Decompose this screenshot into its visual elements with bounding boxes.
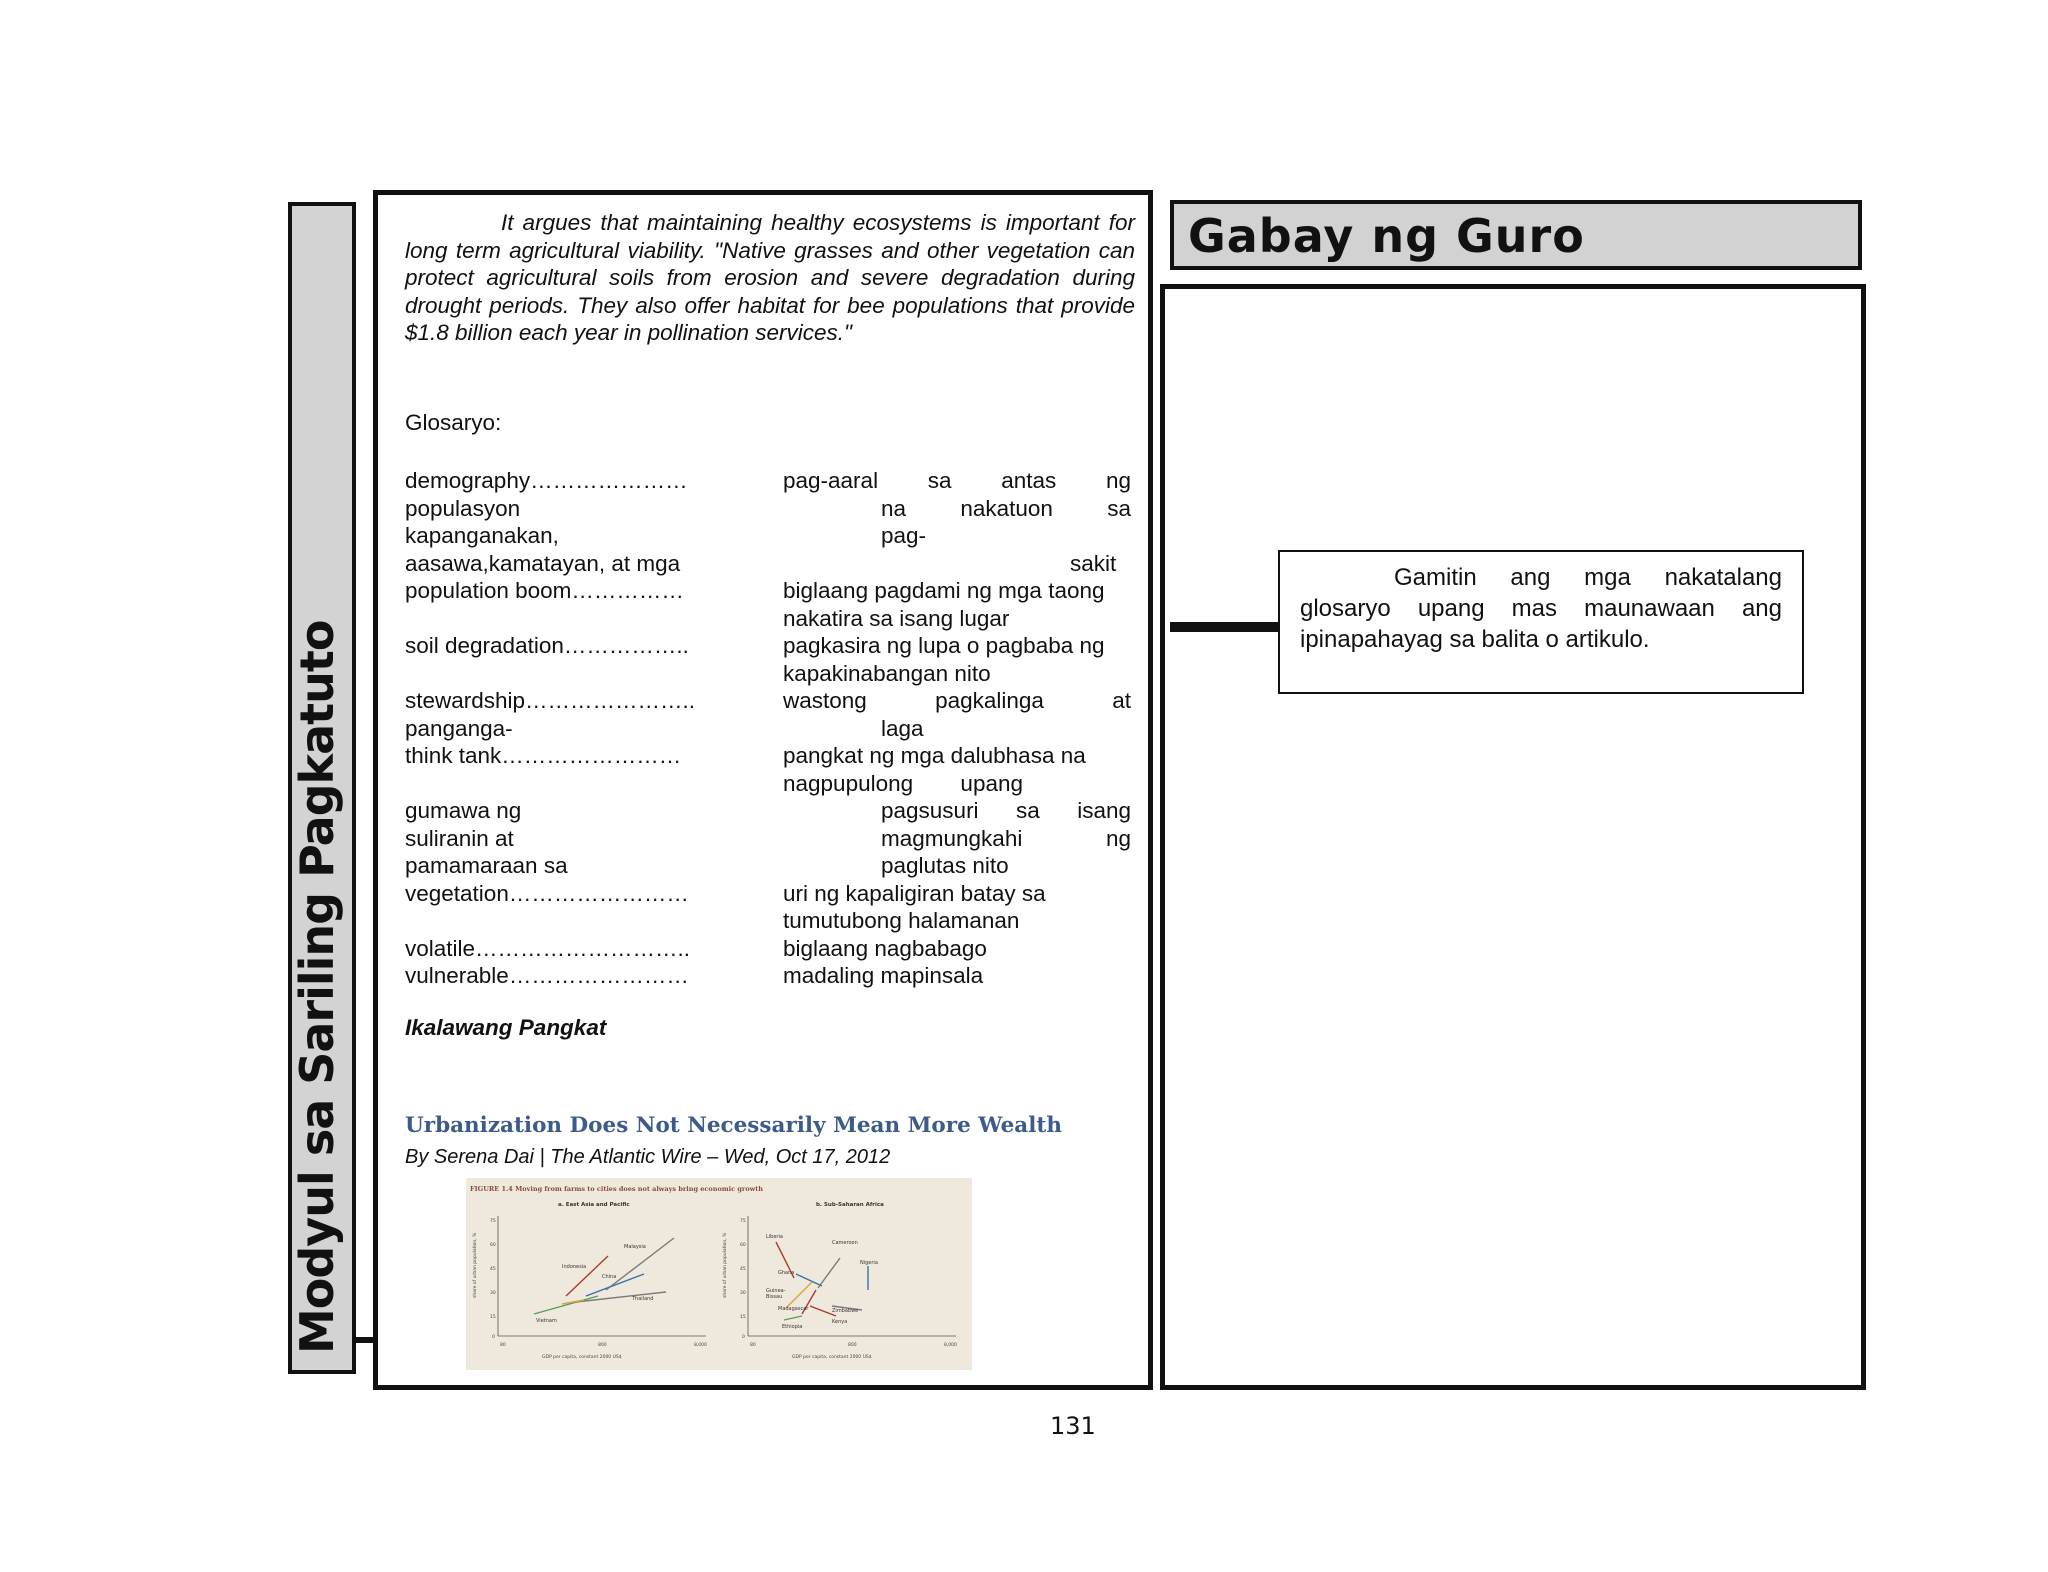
glossary-definition: wastong pagkalinga at [783, 688, 1131, 713]
svg-text:60: 60 [490, 1243, 496, 1248]
glossary-term: population boom…………… [405, 578, 684, 603]
svg-text:a. East Asia and Pacific: a. East Asia and Pacific [558, 1202, 630, 1208]
section-heading: Ikalawang Pangkat [405, 1015, 607, 1040]
glossary-term: volatile……………………….. [405, 935, 691, 961]
svg-text:8,000: 8,000 [694, 1343, 707, 1348]
svg-text:GDP per capita, constant 2000: GDP per capita, constant 2000 US$ [792, 1355, 872, 1360]
svg-text:8,000: 8,000 [944, 1343, 957, 1348]
svg-text:0: 0 [492, 1335, 495, 1340]
svg-text:30: 30 [490, 1291, 496, 1296]
svg-text:Ghana: Ghana [778, 1270, 795, 1276]
glossary-definition: biglaang nagbabago [783, 935, 987, 961]
svg-text:800: 800 [598, 1343, 607, 1348]
svg-text:b. Sub-Saharan Africa: b. Sub-Saharan Africa [816, 1202, 884, 1208]
svg-text:Nigeria: Nigeria [860, 1260, 878, 1266]
glossary-definition: sakit [1070, 550, 1117, 576]
article-byline: By Serena Dai | The Atlantic Wire – Wed, Oct 17, 2012 [405, 1146, 891, 1168]
svg-text:Zimbabwe: Zimbabwe [832, 1308, 859, 1314]
svg-text:75: 75 [740, 1219, 746, 1224]
glossary-definition: paglutas nito [881, 853, 1009, 878]
glossary-definition: laga [881, 715, 924, 741]
glossary-term: suliranin at [405, 825, 514, 851]
glossary-term: panganga- [405, 715, 513, 741]
teacher-guide-banner [1170, 200, 1862, 270]
svg-text:75: 75 [490, 1219, 496, 1224]
svg-text:60: 60 [740, 1243, 746, 1248]
glossary-definition: magmungkahi ng [881, 825, 1131, 851]
page-number: 131 [1050, 1412, 1096, 1440]
glossary-definition: pagkasira ng lupa o pagbaba ng [783, 633, 1105, 658]
svg-text:45: 45 [740, 1267, 746, 1272]
glossary-heading: Glosaryo: [405, 410, 502, 435]
svg-text:share of urban population, %: share of urban population, % [723, 1232, 728, 1298]
glossary-term: populasyon [405, 495, 521, 521]
svg-text:share of urban population, %: share of urban population, % [473, 1232, 478, 1298]
svg-text:Ethiopia: Ethiopia [782, 1324, 803, 1330]
svg-text:GDP per capita, constant 2000: GDP per capita, constant 2000 US$ [542, 1355, 622, 1360]
glossary-term: demography………………… [405, 468, 688, 493]
module-side-tab-label: Modyul sa Sariling Pagkatuto [290, 620, 344, 1354]
svg-text:FIGURE 1.4 Moving from farms: FIGURE 1.4 Moving from farms to cities does not always bring economic growth [470, 1185, 763, 1193]
svg-text:Indonesia: Indonesia [562, 1264, 587, 1270]
glossary-term: stewardship………………….. [405, 688, 696, 713]
urbanization-figure [466, 1178, 972, 1370]
teacher-note-box [1278, 550, 1804, 694]
glossary-definition: nagpupulong upang [783, 770, 1023, 796]
glossary-definition: pag- [881, 523, 927, 548]
urbanization-figure-graphic [466, 1178, 972, 1370]
svg-text:Kenya: Kenya [832, 1319, 848, 1325]
glossary-definition: uri ng kapaligiran batay sa [783, 880, 1046, 906]
glossary-definition: tumutubong halamanan [783, 908, 1020, 933]
glossary-term: vulnerable…………………… [405, 963, 689, 988]
svg-text:800: 800 [848, 1343, 857, 1348]
svg-text:Cameroon: Cameroon [832, 1240, 858, 1246]
glossary-definition: pagsusuri sa isang [881, 798, 1131, 823]
teacher-guide-panel [1160, 284, 1866, 1390]
svg-text:80: 80 [500, 1343, 506, 1348]
glossary-term: soil degradation…………….. [405, 633, 689, 658]
svg-text:Madagascar: Madagascar [778, 1306, 809, 1312]
glossary-definition: madaling mapinsala [783, 963, 984, 988]
svg-text:15: 15 [490, 1315, 496, 1320]
svg-text:Guinea-: Guinea- [766, 1288, 786, 1294]
svg-text:15: 15 [740, 1315, 746, 1320]
student-content-panel [373, 190, 1153, 1390]
glossary-definition: biglaang pagdami ng mga taong [783, 578, 1105, 603]
svg-text:0: 0 [742, 1335, 745, 1340]
glossary-definition: pangkat ng mga dalubhasa na [783, 743, 1086, 768]
glossary-term: kapanganakan, [405, 523, 559, 548]
note-connector [1170, 622, 1278, 632]
article-title: Urbanization Does Not Necessarily Mean More Wealth [405, 1113, 1062, 1138]
svg-text:45: 45 [490, 1267, 496, 1272]
svg-text:Vietnam: Vietnam [536, 1318, 557, 1324]
glossary-term: pamamaraan sa [405, 853, 568, 878]
glossary-term: aasawa,kamatayan, at mga [405, 550, 681, 576]
svg-text:Liberia: Liberia [766, 1234, 783, 1240]
glossary-term: vegetation…………………… [405, 880, 689, 906]
glossary-term: think tank…………………… [405, 743, 682, 768]
svg-text:Malaysia: Malaysia [624, 1244, 646, 1250]
glossary-definition: pag-aaral sa antas ng [783, 468, 1131, 493]
svg-text:Bissau: Bissau [766, 1294, 783, 1300]
teacher-guide-title: Gabay ng Guro [1188, 209, 1585, 263]
svg-text:80: 80 [750, 1343, 756, 1348]
glossary-definition: kapakinabangan nito [783, 660, 991, 686]
glossary-term: gumawa ng [405, 798, 522, 823]
svg-text:Thailand: Thailand [632, 1296, 654, 1302]
article-quote: It argues that maintaining healthy ecosystems is important for long term agricultural viability. "Native grasses and other vegetation can protect agricultural soils from erosion and severe degradation during drought periods. They also offer habitat for bee populations that provide $1.8 billion each year in pollination services." [405, 210, 1135, 345]
glossary-definition: nakatira sa isang lugar [783, 605, 1010, 631]
svg-text:30: 30 [740, 1291, 746, 1296]
teacher-note-text: Gamitin ang mga nakatalang glosaryo upang mas maunawaan ang ipinapahayag sa balita o artikulo. [1300, 564, 1782, 653]
glossary-definition: na nakatuon sa [881, 495, 1131, 521]
module-side-tab [288, 202, 356, 1374]
svg-text:China: China [602, 1274, 617, 1280]
